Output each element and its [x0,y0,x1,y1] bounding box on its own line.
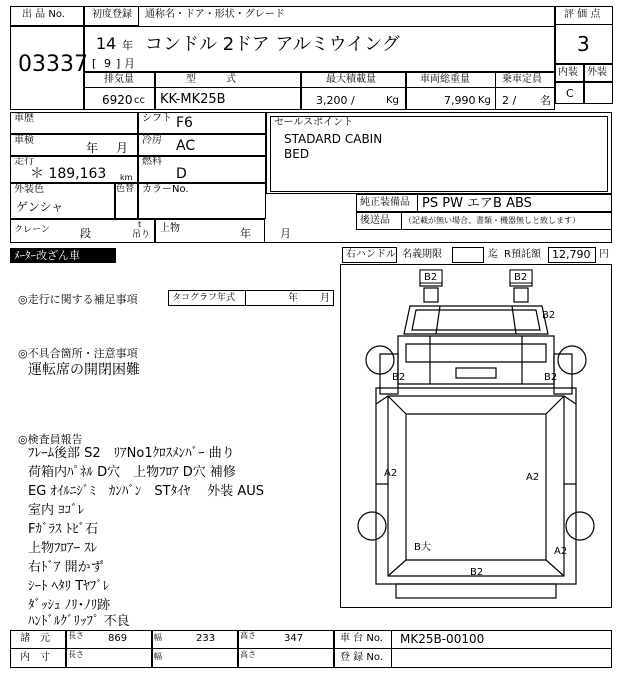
crane-ton: t [138,220,142,229]
meter-tamper-label: ﾒｰﾀｰ改ざん車 [14,249,80,262]
capacity-value: 2 / [502,94,517,107]
model-label: 型 式 [186,74,236,85]
inspection-label: 車検 [14,135,34,146]
rhd-label: 右ハンドル [346,249,396,260]
report-line: ﾌﾚｰﾑ後部 S2 ﾘｱNo1ｸﾛｽﾒﾝﾊﾞｰ 曲り [28,446,235,461]
defect-1: 運転席の開閉困難 [28,362,140,378]
top-month: 月 [280,227,291,240]
report-line: 荷箱内ﾊﾟﾈﾙ D穴 上物ﾌﾛｱ D穴 補修 [28,465,236,480]
color-code-label: カラーNo. [142,184,189,195]
height-label: 高さ [240,631,256,640]
defects-label: ◎不具合箇所・注意事項 [18,347,138,360]
tacho-year: 年 [288,293,298,304]
interior-grade: C [566,87,574,100]
chassis-label: 車 台 No. [340,633,383,644]
model-value: KK-MK25B [160,92,226,107]
tacho-label: タコグラフ年式 [172,293,236,303]
r-mileage-unit: 円 [599,249,609,260]
grade-label: 評 価 点 [564,9,601,20]
mileage-label: 走行 [14,156,34,167]
width-value: 233 [196,633,216,644]
height-label-inner: 高さ [240,650,256,659]
color-label: 外装色 [14,184,44,195]
capacity-label: 乗車定員 [502,74,542,85]
gross-weight-unit: Kg [478,95,491,106]
damage-label: A2 [384,468,398,479]
report-line: Fｶﾞﾗｽ ﾄﾋﾞ石 [28,522,99,537]
reg-label: 登 録 No. [340,652,383,663]
gross-weight-label: 車両総重量 [420,74,470,85]
inner-label: 内 寸 [20,652,50,663]
max-load-value: 3,200 / [316,94,355,107]
damage-label: B2 [542,310,556,321]
damage-label: B2 [514,272,528,283]
damage-label: A2 [554,546,568,557]
color-no-label: 色替 [116,184,135,194]
inspection-year: 年 [86,141,99,155]
top-year: 年 [240,227,251,240]
width-label: 幅 [154,633,162,642]
car-name: コンドル 2ドア アルミウイング [145,34,400,55]
ac-value: AC [176,138,196,154]
grade-value: 3 [577,32,590,56]
damage-label: B2 [544,372,558,383]
lot-no: 03337 [18,52,88,77]
interior-label: 内装 [558,67,578,78]
width-col [152,630,238,668]
sales-point-label: セールスポイント [274,117,354,128]
report-line: ｼｰﾄ ﾍﾀﾘ Tﾔﾌﾞﾚ [28,579,110,594]
name-change-suffix: 迄 [488,249,498,260]
height-value: 347 [284,633,304,644]
shift-value: F6 [176,115,193,131]
aftermarket-label: 後送品 [360,215,390,226]
sales-point-line-1: STADARD CABIN [284,132,383,146]
lot-no-label: 出 品 No. [22,9,65,20]
ac-label: 冷房 [142,135,162,146]
damage-label: A2 [526,472,540,483]
fuel-value: D [176,166,187,182]
equipment-value: PS PW エアB ABS [422,196,532,211]
width-label-inner: 幅 [154,652,162,661]
first-reg-label: 初度登録 [92,9,132,20]
exterior-grade-cell [584,82,613,104]
exterior-label: 外装 [587,67,607,78]
displacement-label: 排気量 [104,74,134,85]
r-mileage-label: R預託額 [504,249,541,260]
displacement-unit: cc [134,95,145,106]
reg-year: 14 [96,34,117,53]
inspection-month: 月 [116,141,129,155]
mileage-value: ＊ 189,163 [30,166,107,182]
title-label: 通称名・ドア・形状・グレード [145,9,285,20]
top-label: 上物 [160,223,180,234]
crane-hook: 吊り [132,230,151,240]
driving-notes-label: ◎走行に関する補足事項 [18,293,138,306]
length-value: 869 [108,633,128,644]
truck-damage-diagram [340,264,612,608]
gross-weight-value: 7,990 [444,94,476,107]
reg-month-unit: 月 [124,57,135,70]
fuel-label: 燃料 [142,156,162,167]
crane-label: クレーン [14,225,50,235]
report-line: 室内 ﾖｺﾞﾚ [28,503,85,518]
tacho-month: 月 [320,293,330,304]
inspector-label: ◎検査員報告 [18,433,83,446]
displacement-value: 6920 [102,93,133,107]
shift-label: シフト [142,113,172,124]
chassis-value: MK25B-00100 [400,632,485,646]
dims-label: 諸 元 [20,633,50,644]
max-load-unit: Kg [386,95,399,106]
damage-label: B2 [424,272,438,283]
crane-stage: 段 [80,227,91,240]
damage-label: B大 [414,542,431,553]
report-line: ﾊﾝﾄﾞﾙｸﾞﾘｯﾌﾟ 不良 [28,614,130,629]
report-line: 上物ﾌﾛｱｰ ｽﾚ [28,541,98,556]
name-change-label: 名義期限 [402,249,442,260]
reg-year-unit: 年 [122,39,133,52]
history-label: 車歴 [14,113,34,124]
length-label-inner: 長さ [68,650,84,659]
damage-label: B2 [470,567,484,578]
report-line: EG ｵｲﾙﾆｼﾞﾐ ｶﾝﾊﾞﾝ STﾀｲﾔ 外装 AUS [28,484,265,499]
sales-point-line-2: BED [284,147,310,161]
report-line: ﾀﾞｯｼｭ ﾉﾘ･ﾉﾘ跡 [28,598,111,613]
max-load-label: 最大積載量 [326,74,376,85]
reg-month: 9 [104,57,111,70]
capacity-unit: 名 [540,94,551,107]
color-value: ゲンシャ [16,200,64,214]
aftermarket-note: （記載が無い場合、書類・機器無しと致します） [404,216,580,225]
report-line: 右ﾄﾞｱ 開かず [28,560,104,575]
mileage-unit: km [120,173,133,182]
length-label: 長さ [68,631,84,640]
name-change-box [452,247,484,263]
r-mileage-value: 12,790 [552,248,591,261]
equipment-label: 純正装備品 [360,197,410,208]
damage-label: B2 [392,372,406,383]
